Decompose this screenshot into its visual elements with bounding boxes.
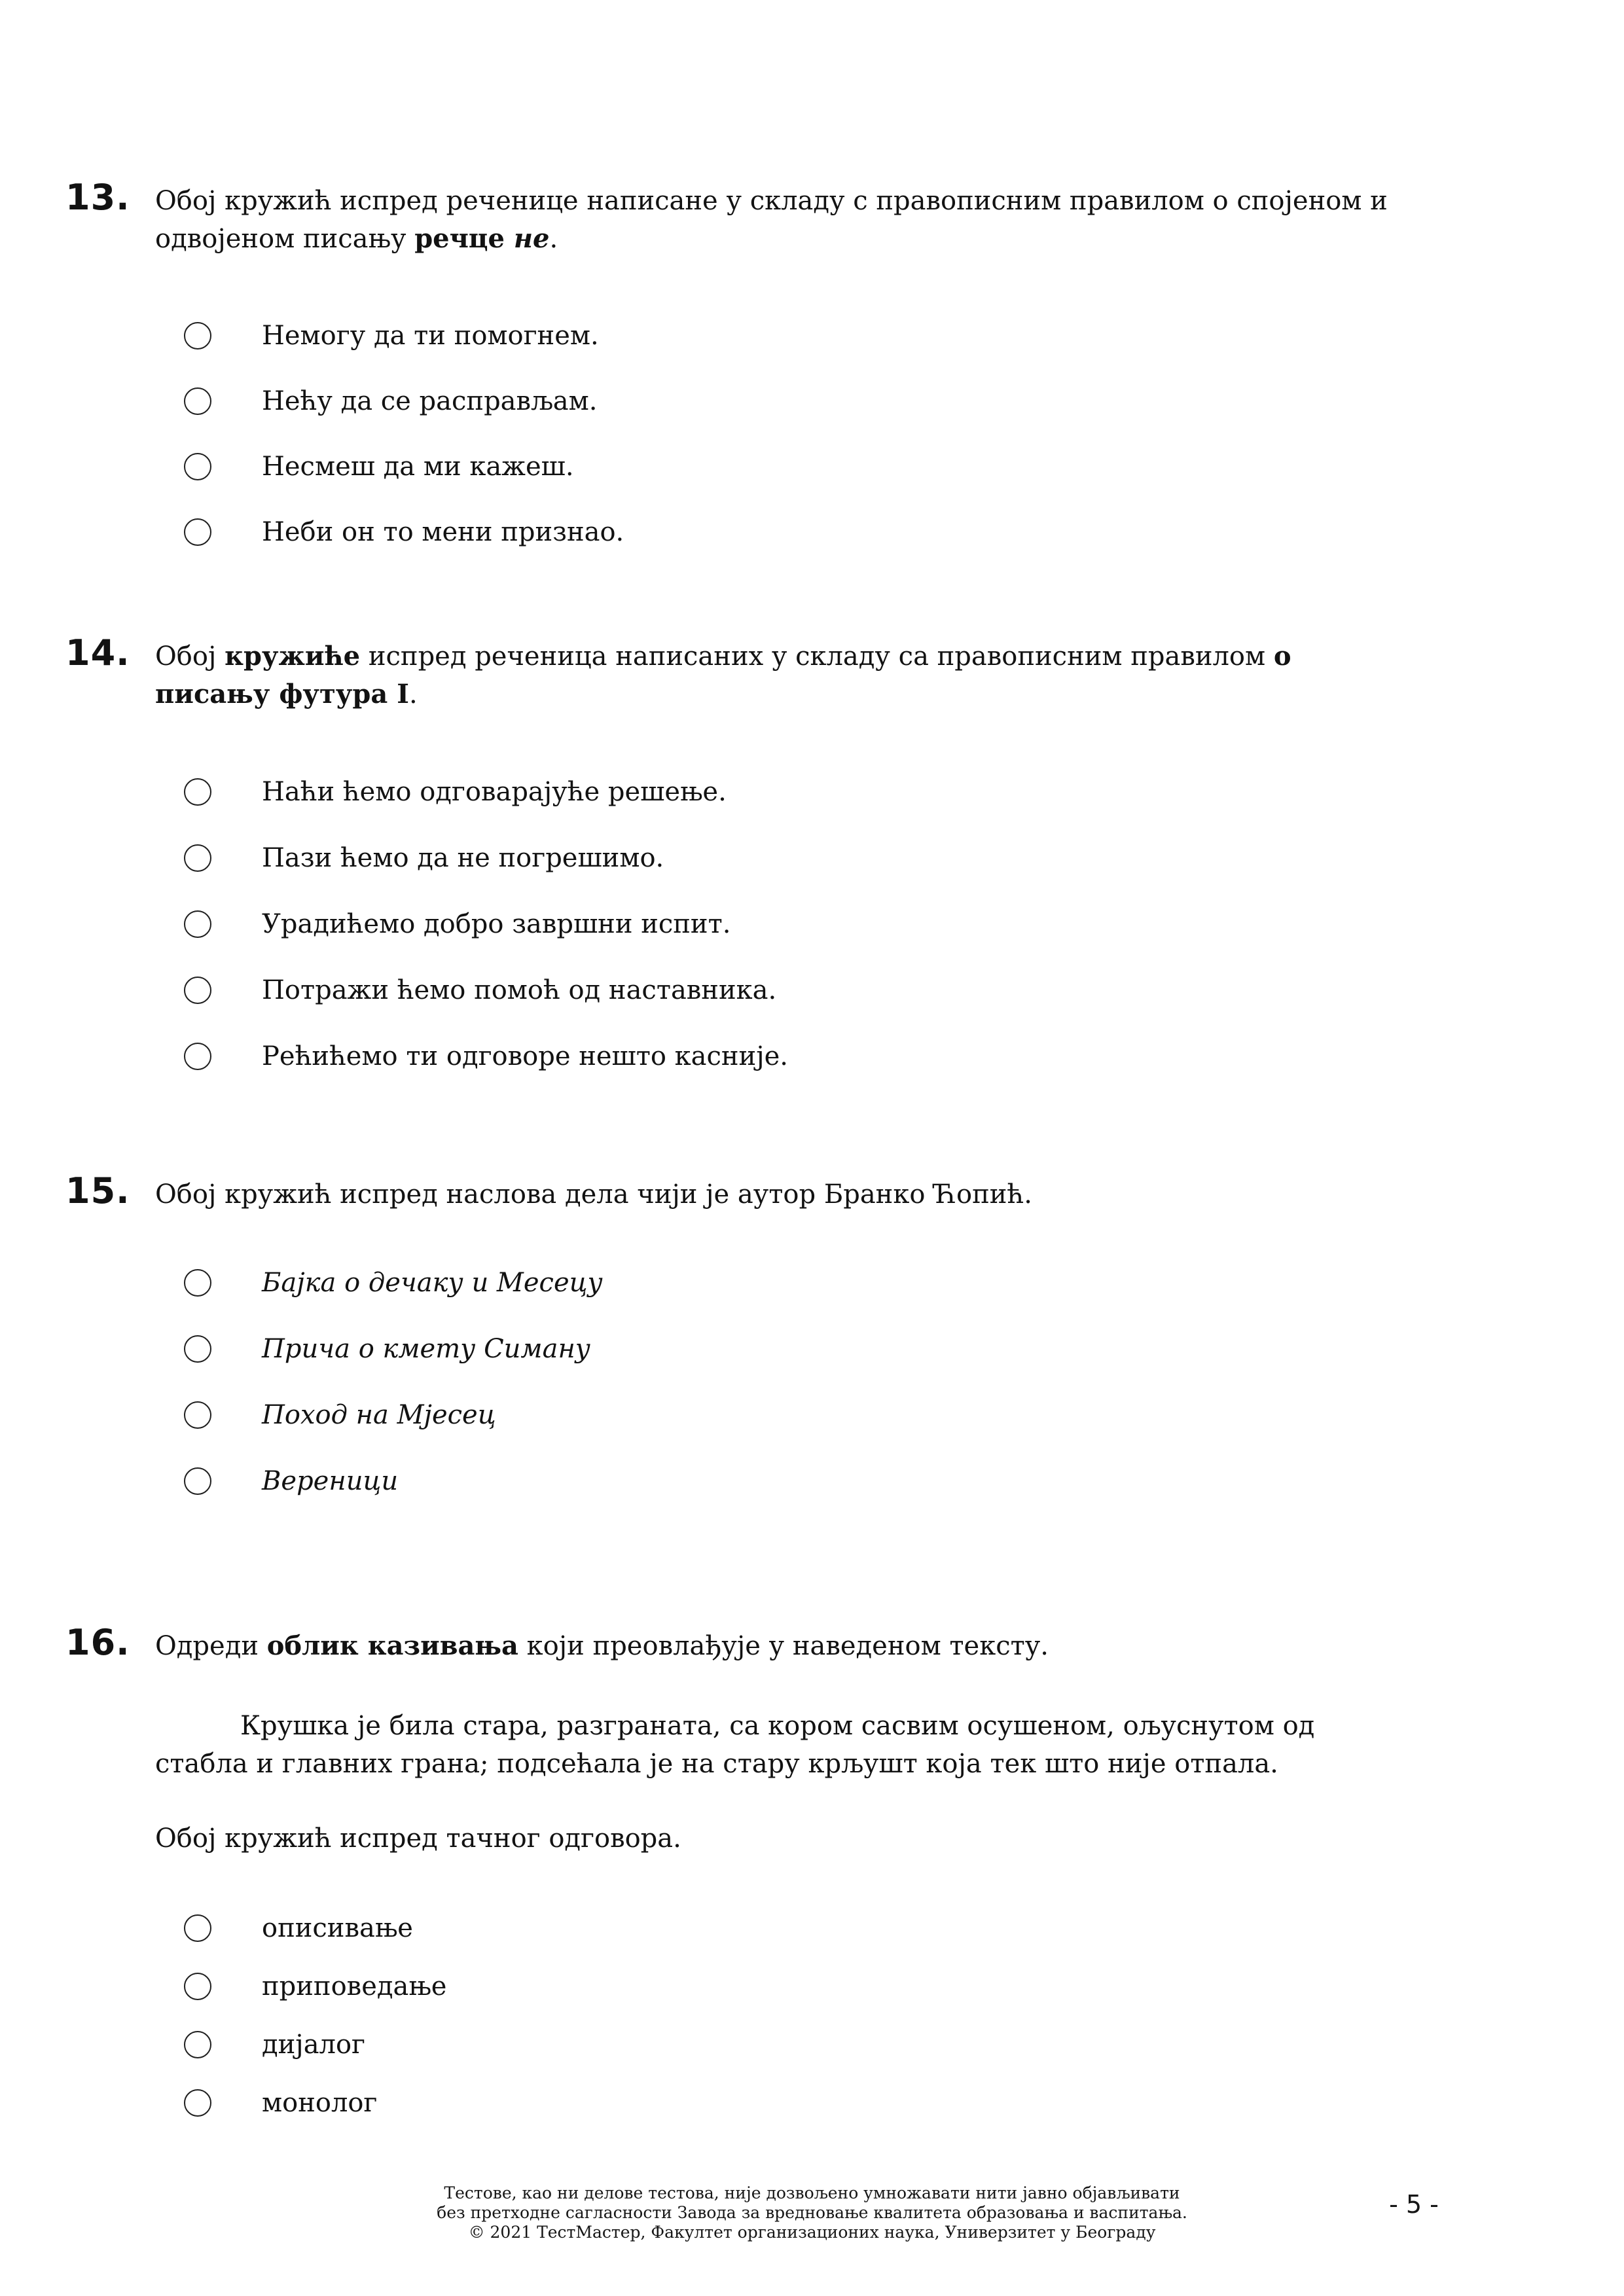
prompt-text-segment: речце: [414, 223, 514, 254]
prompt-text-segment: Обој: [155, 641, 225, 672]
answer-option-row: [155, 1899, 1412, 1957]
radio-circle[interactable]: [184, 1401, 211, 1429]
prompt-text-segment: .: [408, 679, 418, 709]
prompt-text-segment: Обој кружић испред наслова дела чији је аутор Бранко Ћопић.: [155, 1179, 1032, 1210]
footer-line: без претходне сагласности Завода за вредновање квалитета образовања и васпитања.: [437, 2203, 1187, 2222]
radio-circle[interactable]: [184, 910, 211, 938]
answer-option-row: [155, 759, 1412, 825]
answer-option-row: [155, 368, 1412, 434]
answer-options: [155, 759, 1412, 1089]
prompt-text-segment: Одреди: [155, 1631, 267, 1661]
answer-options: [155, 303, 1412, 565]
answer-option-label: Потражи ћемо помоћ од наставника.: [262, 975, 777, 1005]
radio-circle[interactable]: [184, 2089, 211, 2117]
radio-circle[interactable]: [184, 1467, 211, 1495]
question-15: [65, 1170, 1412, 1514]
answer-option-row: [155, 1448, 1412, 1514]
answer-option-row: [155, 303, 1412, 368]
question-instruction: Обој кружић испред тачног одговора.: [155, 1823, 681, 1854]
answer-option-label: Вереници: [262, 1465, 399, 1496]
answer-option-label: Пази ћемо да не погрешимо.: [262, 842, 664, 873]
question-number: 14.: [65, 632, 130, 673]
answer-option-label: Несмеш да ми кажеш.: [262, 452, 574, 482]
radio-circle[interactable]: [184, 1335, 211, 1363]
question-16: [65, 1622, 1412, 2132]
radio-circle[interactable]: [184, 2031, 211, 2058]
answer-option-row: [155, 1249, 1412, 1316]
answer-options: [155, 1249, 1412, 1514]
answer-option-label: монолог: [262, 2087, 378, 2118]
question-prompt: [155, 637, 1412, 713]
question-prompt: [155, 182, 1412, 258]
radio-circle[interactable]: [184, 844, 211, 872]
prompt-text-segment: не: [513, 223, 550, 254]
radio-circle[interactable]: [184, 453, 211, 480]
answer-option-label: приповедање: [262, 1971, 447, 2001]
question-passage: Крушка је била стара, разграната, са кором сасвим осушеном, ољуснутом од стабла и главних грана; подсећала је на стару крљушт која тек што није отпала.: [155, 1711, 1315, 1779]
radio-circle[interactable]: [184, 1914, 211, 1942]
question-14: [65, 632, 1412, 1089]
question-body: [155, 182, 1412, 565]
answer-option-row: [155, 1316, 1412, 1382]
answer-option-row: [155, 1382, 1412, 1448]
answer-option-row: [155, 499, 1412, 565]
prompt-text-segment: који преовлађује у наведеном тексту.: [518, 1631, 1049, 1661]
radio-circle[interactable]: [184, 977, 211, 1004]
radio-circle[interactable]: [184, 1973, 211, 2000]
answer-option-label: Наћи ћемо одговарајуће решење.: [262, 776, 727, 807]
prompt-text-segment: облик казивања: [266, 1630, 518, 1661]
answer-option-label: Бајка о дечаку и Месецу: [262, 1267, 603, 1298]
radio-circle[interactable]: [184, 518, 211, 546]
question-body: [155, 1175, 1412, 1514]
prompt-text-segment: .: [549, 224, 558, 254]
radio-circle[interactable]: [184, 387, 211, 415]
answer-option-label: Немогу да ти помогнем.: [262, 321, 599, 351]
prompt-text-segment: испред реченица написаних у складу са правописним правилом: [360, 641, 1274, 672]
question-prompt: [155, 1627, 1412, 1665]
answer-option-label: Урадићемо добро завршни испит.: [262, 908, 731, 939]
question-prompt: [155, 1175, 1412, 1213]
answer-option-row: [155, 1957, 1412, 2015]
answer-option-row: [155, 434, 1412, 499]
page-number: - 5 -: [1389, 2190, 1439, 2219]
prompt-text-segment: Обој кружић испред реченице написане у складу с правописним правилом о спојеном и одвојеном писању: [155, 186, 1388, 254]
answer-option-label: Прича о кмету Симану: [262, 1333, 590, 1364]
answer-option-row: [155, 825, 1412, 891]
radio-circle[interactable]: [184, 778, 211, 806]
answer-option-label: Рећићемо ти одговоре нешто касније.: [262, 1041, 789, 1071]
answer-option-row: [155, 1023, 1412, 1089]
answer-option-label: дијалог: [262, 2029, 365, 2060]
answer-option-label: Неби он то мени признао.: [262, 517, 624, 547]
answer-option-row: [155, 2015, 1412, 2073]
question-13: [65, 177, 1412, 565]
answer-option-row: [155, 891, 1412, 957]
answer-option-row: [155, 2073, 1412, 2132]
question-body: [155, 637, 1412, 1089]
radio-circle[interactable]: [184, 1043, 211, 1070]
footer-line: © 2021 ТестМастер, Факултет организационих наука, Универзитет у Београду: [468, 2223, 1156, 2242]
answer-option-label: Поход на Мјесец: [262, 1399, 496, 1430]
radio-circle[interactable]: [184, 322, 211, 350]
answer-option-label: Нећу да се расправљам.: [262, 386, 598, 416]
answer-option-label: описивање: [262, 1912, 413, 1943]
answer-option-row: [155, 957, 1412, 1023]
prompt-text-segment: о писању футура I: [155, 641, 1291, 709]
footer-line: Тестове, као ни делове тестова, није дозвољено умножавати нити јавно објављивати: [444, 2183, 1180, 2202]
question-body: [155, 1627, 1412, 2132]
prompt-text-segment: кружиће: [225, 641, 361, 672]
radio-circle[interactable]: [184, 1269, 211, 1297]
question-number: 15.: [65, 1170, 130, 1211]
question-number: 13.: [65, 177, 130, 218]
answer-options: [155, 1899, 1412, 2132]
question-number: 16.: [65, 1622, 130, 1663]
